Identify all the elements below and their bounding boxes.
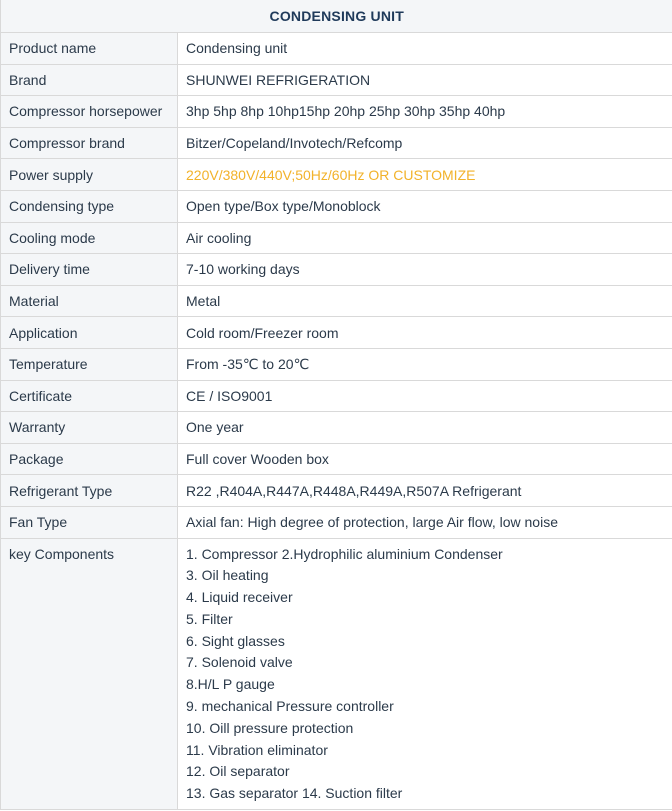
row-value-highlighted: 220V/380V/440V;50Hz/60Hz OR CUSTOMIZE	[178, 159, 672, 191]
row-label: Certificate	[1, 380, 178, 412]
table-row-power-supply	[1, 159, 672, 191]
row-value: Full cover Wooden box	[178, 443, 672, 475]
table-row-temperature	[1, 348, 672, 380]
table-row-compressor-brand	[1, 127, 672, 159]
row-label: Package	[1, 443, 178, 475]
component-line: 7. Solenoid valve	[186, 654, 293, 671]
table-row-compressor-horsepower	[1, 96, 672, 128]
row-label: Material	[1, 285, 178, 317]
components-label: key Components	[9, 545, 115, 562]
table-row-refrigerant-type	[1, 475, 672, 507]
row-label	[1, 538, 178, 810]
row-value: Open type/Box type/Monoblock	[178, 190, 672, 222]
row-value: Metal	[178, 285, 672, 317]
row-value: One year	[178, 412, 672, 444]
table-row-cooling-mode	[1, 222, 672, 254]
row-label: Compressor brand	[1, 127, 178, 159]
table-row-product-name	[1, 33, 672, 65]
row-value: Axial fan: High degree of protection, large Air flow, low noise	[178, 506, 672, 538]
row-value: Condensing unit	[178, 33, 672, 65]
table-title: CONDENSING UNIT	[1, 0, 672, 33]
row-value: 3hp 5hp 8hp 10hp15hp 20hp 25hp 30hp 35hp 40hp	[178, 96, 672, 128]
row-label: Power supply	[1, 159, 178, 191]
component-line: 11. Vibration eliminator	[186, 741, 328, 758]
row-value: Air cooling	[178, 222, 672, 254]
row-label: Product name	[1, 33, 178, 65]
table-row-warranty	[1, 412, 672, 444]
row-label: Fan Type	[1, 506, 178, 538]
table-row-application	[1, 317, 672, 349]
row-value: From -35℃ to 20℃	[178, 348, 672, 380]
row-label: Delivery time	[1, 254, 178, 286]
row-value: Cold room/Freezer room	[178, 317, 672, 349]
component-line: 1. Compressor 2.Hydrophilic aluminium Condenser	[186, 545, 503, 562]
row-label: Condensing type	[1, 190, 178, 222]
row-label: Cooling mode	[1, 222, 178, 254]
table-row-material	[1, 285, 672, 317]
table-row-condensing-type	[1, 190, 672, 222]
component-line: 5. Filter	[186, 610, 233, 627]
row-label: Compressor horsepower	[1, 96, 178, 128]
row-label: Temperature	[1, 348, 178, 380]
row-value: Bitzer/Copeland/Invotech/Refcomp	[178, 127, 672, 159]
row-label: Application	[1, 317, 178, 349]
row-label: Warranty	[1, 412, 178, 444]
table-row-delivery-time	[1, 254, 672, 286]
row-value: CE / ISO9001	[178, 380, 672, 412]
table-row-brand	[1, 64, 672, 96]
component-line: 4. Liquid receiver	[186, 589, 293, 606]
row-label: Refrigerant Type	[1, 475, 178, 507]
component-line: 8.H/L P gauge	[186, 676, 275, 693]
component-line: 10. Oill pressure protection	[186, 719, 354, 736]
table-header-row	[1, 0, 672, 33]
row-label: Brand	[1, 64, 178, 96]
table-row-key-components	[1, 538, 672, 810]
component-line: 13. Gas separator 14. Suction filter	[186, 785, 403, 802]
row-value: R22 ,R404A,R447A,R448A,R449A,R507A Refrigerant	[178, 475, 672, 507]
component-line: 3. Oil heating	[186, 567, 269, 584]
components-list	[178, 538, 672, 810]
component-line: 12. Oil separator	[186, 763, 290, 780]
component-line: 9. mechanical Pressure controller	[186, 698, 394, 715]
row-value: SHUNWEI REFRIGERATION	[178, 64, 672, 96]
component-line: 6. Sight glasses	[186, 632, 285, 649]
row-value: 7-10 working days	[178, 254, 672, 286]
table-row-fan-type	[1, 506, 672, 538]
table-row-package	[1, 443, 672, 475]
table-row-certificate	[1, 380, 672, 412]
